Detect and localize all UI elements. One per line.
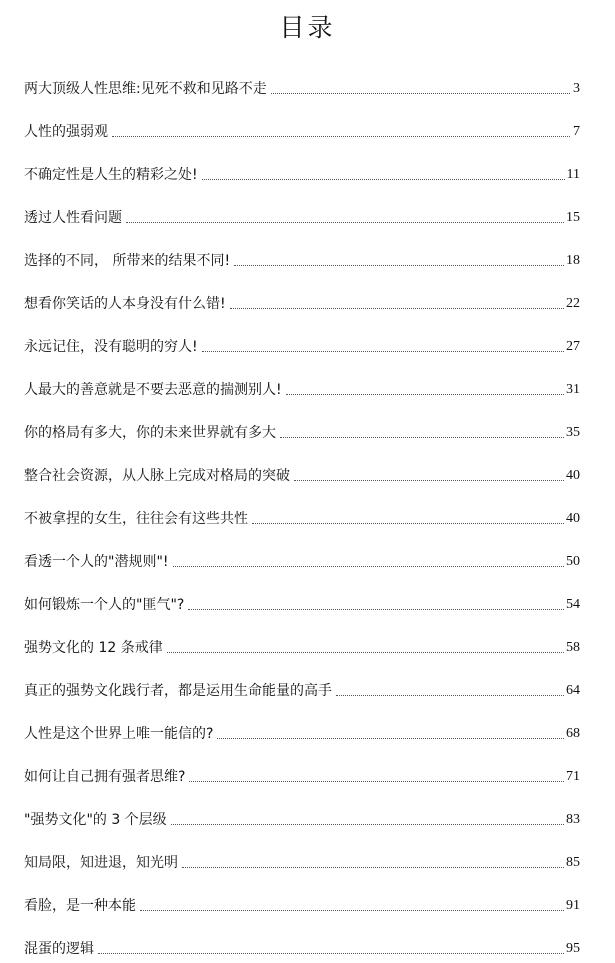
dot-leader	[140, 909, 564, 911]
toc-entry-page-number: 40	[566, 468, 580, 483]
toc-entry-title: 人性是这个世界上唯一能信的?	[24, 726, 214, 742]
dot-leader	[336, 694, 564, 696]
toc-entry[interactable]	[24, 103, 580, 146]
toc-entry-title: 你的格局有多大，你的未来世界就有多大	[24, 425, 276, 441]
toc-entry-page-number: 54	[566, 597, 580, 612]
toc-entry-page-number: 31	[566, 382, 580, 397]
toc-entry-page-number: 15	[566, 210, 580, 225]
toc-entry-title: 两大顶级人性思维:见死不救和见路不走	[24, 81, 267, 97]
dot-leader	[112, 135, 570, 137]
toc-entry-title: 人最大的善意就是不要去恶意的揣测别人!	[24, 382, 282, 398]
dot-leader	[202, 350, 564, 352]
toc-entry-title: 看脸，是一种本能	[24, 898, 136, 914]
dot-leader	[280, 436, 564, 438]
dot-leader	[167, 651, 564, 653]
toc-entry-title: 整合社会资源，从人脉上完成对格局的突破	[24, 468, 290, 484]
dot-leader	[182, 866, 564, 868]
toc-entry-title: 透过人性看问题	[24, 210, 122, 226]
toc-entry-page-number: 18	[566, 253, 580, 268]
toc-entry[interactable]	[24, 318, 580, 361]
toc-entry-page-number: 95	[566, 941, 580, 956]
dot-leader	[294, 479, 564, 481]
toc-entry[interactable]	[24, 877, 580, 920]
toc-entry-title: 不确定性是人生的精彩之处!	[24, 167, 198, 183]
toc-entry[interactable]	[24, 748, 580, 791]
dot-leader	[230, 307, 564, 309]
toc-entry[interactable]	[24, 189, 580, 232]
toc-entry-page-number: 83	[566, 812, 580, 827]
toc-entry-title: "强势文化"的 3 个层级	[24, 812, 167, 828]
toc-entry[interactable]	[24, 232, 580, 275]
toc-entry-page-number: 58	[566, 640, 580, 655]
dot-leader	[98, 952, 564, 954]
toc-entry-page-number: 11	[566, 167, 580, 182]
toc-entry[interactable]	[24, 60, 580, 103]
dot-leader	[271, 92, 570, 94]
toc-entry-title: 选择的不同， 所带来的结果不同!	[24, 253, 231, 269]
toc-entry[interactable]	[24, 275, 580, 318]
toc-entry-title: 永远记住，没有聪明的穷人!	[24, 339, 198, 355]
page-title: 目录	[279, 13, 336, 42]
toc-entry-title: 想看你笑话的人本身没有什么错!	[24, 296, 226, 312]
toc-entry-page-number: 35	[566, 425, 580, 440]
toc-entry[interactable]	[24, 619, 580, 662]
toc-entry[interactable]	[24, 533, 580, 576]
toc-entry[interactable]	[24, 705, 580, 748]
toc-entry-page-number: 7	[573, 124, 580, 139]
toc-entry[interactable]	[24, 404, 580, 447]
toc-entry-page-number: 3	[573, 81, 580, 96]
toc-entry[interactable]	[24, 920, 580, 963]
toc-entry-title: 混蛋的逻辑	[24, 941, 94, 957]
toc-entry-title: 看透一个人的"潜规则"!	[24, 554, 169, 570]
dot-leader	[126, 221, 564, 223]
dot-leader	[217, 737, 564, 739]
dot-leader	[234, 264, 564, 266]
toc-entry-page-number: 22	[566, 296, 580, 311]
toc-entry-title: 人性的强弱观	[24, 124, 108, 140]
dot-leader	[173, 565, 565, 567]
dot-leader	[286, 393, 564, 395]
toc-entry-title: 如何让自己拥有强者思维?	[24, 769, 186, 785]
toc-entry-page-number: 64	[566, 683, 580, 698]
toc-entry[interactable]	[24, 447, 580, 490]
toc-entry-page-number: 40	[566, 511, 580, 526]
toc-entry[interactable]	[24, 490, 580, 533]
toc-entry[interactable]	[24, 662, 580, 705]
dot-leader	[202, 178, 565, 180]
toc-entry-title: 知局限，知进退，知光明	[24, 855, 178, 871]
toc-entry[interactable]	[24, 576, 580, 619]
toc-entry-page-number: 27	[566, 339, 580, 354]
dot-leader	[188, 608, 564, 610]
toc-entry-page-number: 85	[566, 855, 580, 870]
toc-entry[interactable]	[24, 791, 580, 834]
toc-entry[interactable]	[24, 834, 580, 877]
toc-entry-page-number: 50	[566, 554, 580, 569]
dot-leader	[171, 823, 564, 825]
dot-leader	[252, 522, 564, 524]
toc-entry-page-number: 68	[566, 726, 580, 741]
toc-entry[interactable]	[24, 146, 580, 189]
toc-entry-page-number: 91	[566, 898, 580, 913]
toc-entry-title: 强势文化的 12 条戒律	[24, 640, 163, 656]
toc-entry-title: 不被拿捏的女生，往往会有这些共性	[24, 511, 248, 527]
toc-entry-title: 真正的强势文化践行者，都是运用生命能量的高手	[24, 683, 332, 699]
dot-leader	[189, 780, 564, 782]
toc-entry-title: 如何锻炼一个人的"匪气"?	[24, 597, 185, 613]
toc-entry[interactable]	[24, 361, 580, 404]
table-of-contents	[24, 60, 580, 963]
toc-entry-page-number: 71	[566, 769, 580, 784]
